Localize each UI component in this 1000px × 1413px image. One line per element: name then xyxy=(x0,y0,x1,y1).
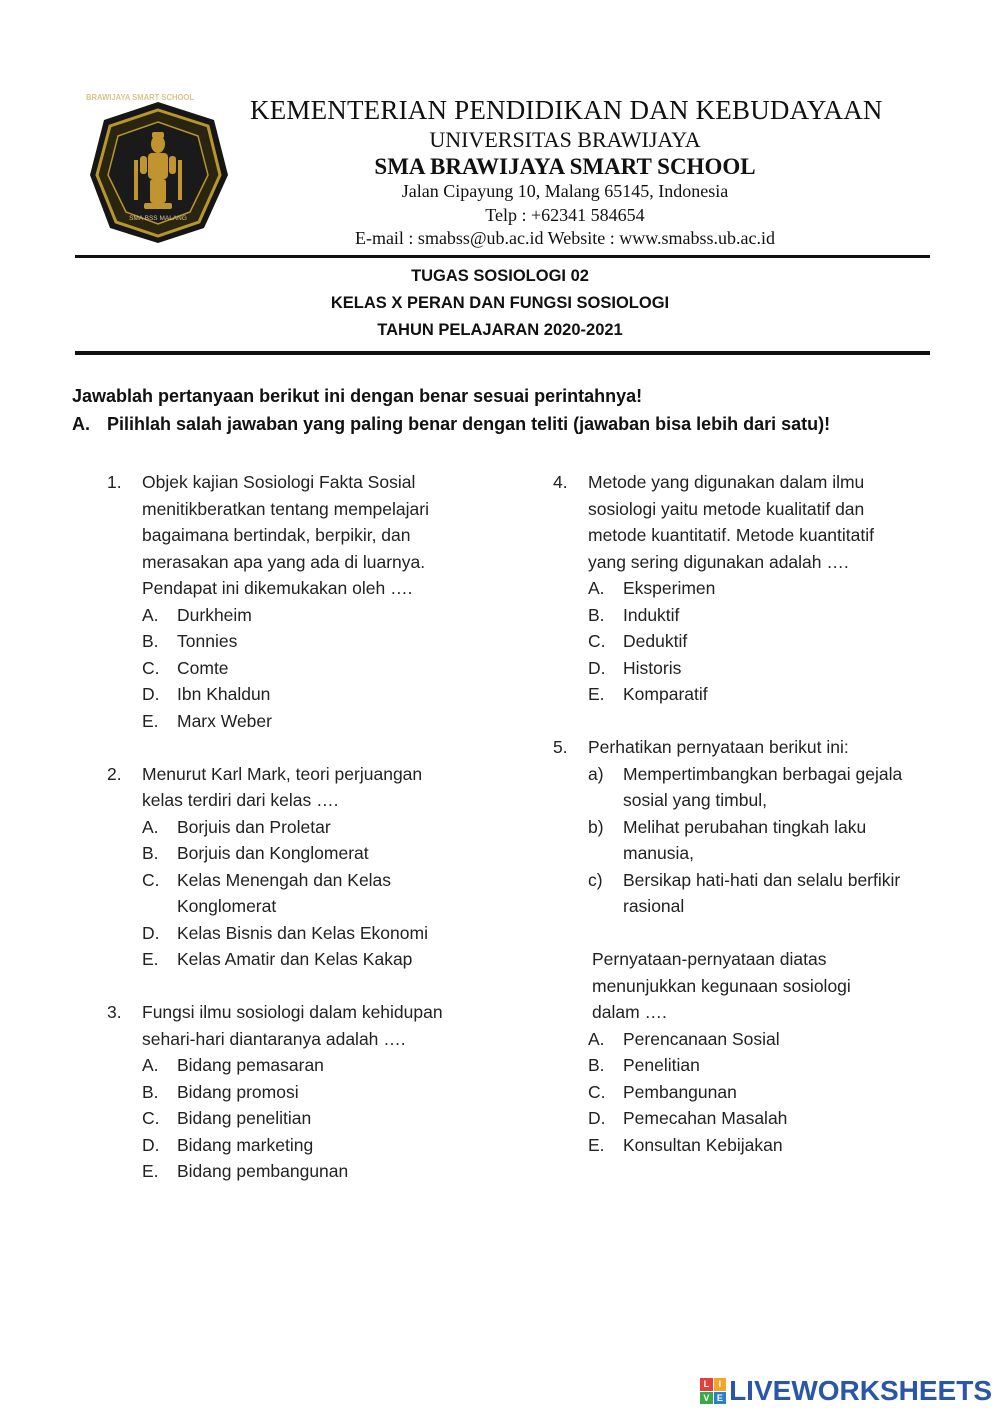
option-label: A. xyxy=(142,1055,159,1075)
question-line: kelas terdiri dari kelas …. xyxy=(142,790,339,810)
question-line: metode kuantitatif. Metode kuantitatif xyxy=(588,525,874,545)
question-line: yang sering digunakan adalah …. xyxy=(588,551,849,572)
answer-option[interactable] xyxy=(142,814,507,841)
answer-option[interactable] xyxy=(142,708,507,735)
option-label: E. xyxy=(588,684,605,704)
option-label: B. xyxy=(142,631,159,651)
option-text: Marx Weber xyxy=(177,710,272,731)
option-text: Bidang promosi xyxy=(177,1081,299,1102)
logo-letter: I xyxy=(714,1378,727,1391)
option-text: Bidang pemasaran xyxy=(177,1055,324,1075)
statement-line: sosial yang timbul, xyxy=(623,790,767,810)
option-text: Historis xyxy=(623,657,682,678)
option-text: Pemecahan Masalah xyxy=(623,1108,788,1128)
question-line: Perhatikan pernyataan berikut ini: xyxy=(588,737,849,757)
question-line: merasakan apa yang ada di luarnya. xyxy=(142,551,426,572)
answer-option[interactable] xyxy=(588,681,933,708)
answer-option[interactable] xyxy=(588,1052,933,1079)
option-label: D. xyxy=(142,684,160,704)
option-text: Borjuis dan Proletar xyxy=(177,816,331,837)
answer-option[interactable] xyxy=(588,628,933,655)
option-text: Kelas Bisnis dan Kelas Ekonomi xyxy=(177,922,428,943)
option-text: Durkheim xyxy=(177,604,252,625)
left-column xyxy=(107,469,507,1185)
option-text: Konsultan Kebijakan xyxy=(623,1134,783,1155)
logo-top-text: BRAWIJAYA SMART SCHOOL xyxy=(86,92,194,102)
option-label: A. xyxy=(142,816,159,837)
option-text: Bidang penelitian xyxy=(177,1108,312,1128)
option-label: C. xyxy=(142,869,160,890)
statement-line: manusia, xyxy=(623,843,695,863)
question-line: sehari-hari diantaranya adalah …. xyxy=(142,1028,406,1049)
option-text: Borjuis dan Konglomerat xyxy=(177,843,369,863)
question-text xyxy=(142,469,507,602)
question-2 xyxy=(107,761,507,973)
question-number: 4. xyxy=(553,472,568,492)
statement-line: Bersikap hati-hati dan selalu berfikir xyxy=(623,869,901,890)
answer-option[interactable] xyxy=(142,655,507,682)
statement-line: Mempertimbangkan berbagai gejala xyxy=(623,763,903,784)
statement-label: b) xyxy=(588,816,604,837)
question-followup xyxy=(592,946,933,1026)
question-line: menitikberatkan tentang mempelajari xyxy=(142,498,429,519)
statement-label: c) xyxy=(588,869,603,890)
liveworksheets-text: LIVEWORKSHEETS xyxy=(729,1375,992,1406)
option-text: Eksperimen xyxy=(623,578,716,598)
logo-letter: E xyxy=(714,1392,727,1405)
option-label: C. xyxy=(142,1108,160,1128)
answer-option[interactable] xyxy=(142,681,507,708)
followup-line: menunjukkan kegunaan sosiologi xyxy=(592,975,851,996)
option-label: E. xyxy=(142,1161,159,1181)
option-text: Bidang marketing xyxy=(177,1134,314,1155)
answer-option[interactable] xyxy=(588,1105,933,1132)
assignment-year: TAHUN PELAJARAN 2020-2021 xyxy=(377,321,623,339)
statement-item xyxy=(588,814,933,867)
option-label: C. xyxy=(588,1081,606,1102)
option-label: B. xyxy=(142,843,159,863)
option-text: Induktif xyxy=(623,604,680,625)
option-text: Penelitian xyxy=(623,1055,700,1075)
option-label: B. xyxy=(588,604,605,625)
question-line: Pendapat ini dikemukakan oleh …. xyxy=(142,578,413,598)
answer-option[interactable] xyxy=(142,602,507,629)
option-text: Bidang pembangunan xyxy=(177,1161,349,1181)
title-divider xyxy=(75,351,930,355)
option-label: B. xyxy=(142,1081,159,1102)
answer-option[interactable] xyxy=(142,628,507,655)
option-label: D. xyxy=(588,1108,606,1128)
right-column xyxy=(553,469,933,1158)
question-5 xyxy=(553,734,933,1158)
answer-option[interactable] xyxy=(142,840,507,867)
school-logo-emblem xyxy=(86,92,231,245)
answer-option[interactable] xyxy=(588,1026,933,1053)
statement-item xyxy=(588,761,933,814)
answer-option[interactable] xyxy=(142,1052,507,1079)
liveworksheets-watermark[interactable] xyxy=(700,1375,992,1407)
statement-text xyxy=(623,761,933,814)
option-text: Deduktif xyxy=(623,631,688,651)
statement-text xyxy=(623,814,933,867)
main-instruction: Jawablah pertanyaan berikut ini dengan benar sesuai perintahnya! xyxy=(72,386,643,406)
option-label: E. xyxy=(588,1134,605,1155)
statement-text xyxy=(623,867,933,920)
question-text xyxy=(142,999,507,1052)
question-1 xyxy=(107,469,507,734)
assignment-class: KELAS X PERAN DAN FUNGSI SOSIOLOGI xyxy=(330,294,670,312)
option-label: E. xyxy=(142,949,159,969)
question-line: Objek kajian Sosiologi Fakta Sosial xyxy=(142,472,416,492)
question-line: Metode yang digunakan dalam ilmu xyxy=(588,472,865,492)
option-label: E. xyxy=(142,710,159,731)
option-label: A. xyxy=(142,604,159,625)
option-text: Pembangunan xyxy=(623,1081,737,1102)
school-address: Jalan Cipayung 10, Malang 65145, Indonesia xyxy=(401,181,729,201)
ministry-name: KEMENTERIAN PENDIDIKAN DAN KEBUDAYAAN xyxy=(250,95,883,125)
section-label: A. xyxy=(72,414,90,434)
option-label: D. xyxy=(588,657,606,678)
statement-label: a) xyxy=(588,763,604,784)
statement-line: rasional xyxy=(623,896,685,916)
header-divider xyxy=(75,255,930,258)
option-label: D. xyxy=(142,922,160,943)
answer-option[interactable] xyxy=(588,575,933,602)
option-label: D. xyxy=(142,1134,160,1155)
answer-option[interactable] xyxy=(142,1105,507,1132)
section-instruction: Pilihlah salah jawaban yang paling benar dengan teliti (jawaban bisa lebih dari satu)! xyxy=(107,414,831,434)
question-4 xyxy=(553,469,933,708)
question-3 xyxy=(107,999,507,1185)
answer-option[interactable] xyxy=(588,602,933,629)
answer-option[interactable] xyxy=(588,655,933,682)
school-phone: Telp : +62341 584654 xyxy=(485,205,645,225)
logo-bottom-text: SMA BSS MALANG xyxy=(129,215,187,222)
option-text: Kelas Amatir dan Kelas Kakap xyxy=(177,949,413,969)
answer-option[interactable] xyxy=(142,946,507,973)
option-text: Tonnies xyxy=(177,631,238,651)
option-text: Kelas Menengah dan Kelas Konglomerat xyxy=(177,869,392,916)
liveworksheets-logo-icon xyxy=(700,1378,726,1404)
answer-option[interactable] xyxy=(588,1079,933,1106)
question-number: 1. xyxy=(107,472,122,492)
question-number: 5. xyxy=(553,737,568,757)
question-line: Fungsi ilmu sosiologi dalam kehidupan xyxy=(142,1002,443,1022)
option-text: Ibn Khaldun xyxy=(177,684,271,704)
option-text: Komparatif xyxy=(623,684,708,704)
option-label: C. xyxy=(588,631,606,651)
logo-letter: L xyxy=(700,1378,713,1391)
followup-line: dalam …. xyxy=(592,1002,667,1022)
answer-option[interactable] xyxy=(588,1132,933,1159)
school-name: SMA BRAWIJAYA SMART SCHOOL xyxy=(374,154,756,179)
school-logo xyxy=(86,92,231,245)
option-text: Comte xyxy=(177,657,229,678)
question-text xyxy=(142,761,507,814)
question-text xyxy=(588,469,933,575)
question-line: sosiologi yaitu metode kualitatif dan xyxy=(588,498,865,519)
logo-letter: V xyxy=(700,1392,713,1405)
answer-option[interactable] xyxy=(142,1079,507,1106)
option-text: Perencanaan Sosial xyxy=(623,1028,780,1049)
question-text xyxy=(588,734,933,761)
option-label: A. xyxy=(588,1028,605,1049)
answer-option[interactable] xyxy=(142,1158,507,1185)
assignment-title: TUGAS SOSIOLOGI 02 xyxy=(411,267,589,285)
option-label: A. xyxy=(588,578,605,598)
question-line: bagaimana bertindak, berpikir, dan xyxy=(142,525,411,545)
question-number: 2. xyxy=(107,763,122,784)
statement-item xyxy=(588,867,933,920)
option-label: B. xyxy=(588,1055,605,1075)
question-line: Menurut Karl Mark, teori perjuangan xyxy=(142,763,423,784)
question-number: 3. xyxy=(107,1002,122,1022)
answer-option[interactable] xyxy=(142,1132,507,1159)
option-label: C. xyxy=(142,657,160,678)
answer-option[interactable] xyxy=(142,867,507,920)
followup-line: Pernyataan-pernyataan diatas xyxy=(592,949,827,969)
answer-option[interactable] xyxy=(142,920,507,947)
statement-line: Melihat perubahan tingkah laku xyxy=(623,816,867,837)
university-name: UNIVERSITAS BRAWIJAYA xyxy=(429,127,701,152)
school-contact: E-mail : smabss@ub.ac.id Website : www.smabss.ub.ac.id xyxy=(354,228,776,248)
